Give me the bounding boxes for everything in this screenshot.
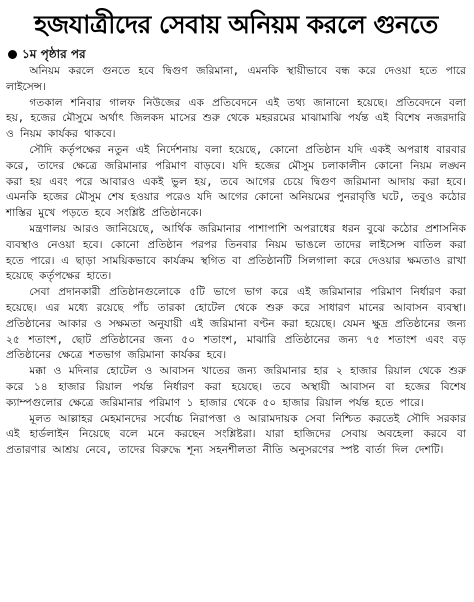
paragraph-5: সেবা প্রদানকারী প্রতিষ্ঠানগুলোকে ৫টি ভাগে ভাগ করে এই জরিমানার পরিমাণ নির্ধারণ করা হয়েছে। এর মধ্যে রয়েছে পাঁচ তারকা হোটেল থেকে শুরু করে সাধারণ মানের আবাসন ব্যবস্থা। প্রতিষ্ঠানের আকার ও সক্ষমতা অনুযায়ী এই জরিমানা বণ্টন করা হয়েছে। যেমন ক্ষুদ্র প্রতিষ্ঠানের জন্য ২৫ শতাংশ, ছোট প্রতিষ্ঠানের জন্য ৫০ শতাংশ, মাঝারি প্রতিষ্ঠানের জন্য ৭৫ শতাংশ এবং বড় প্রতিষ্ঠানের ক্ষেত্রে শতভাগ জরিমানা কার্যকর হবে। bbox=[6, 286, 466, 362]
paragraph-3: সৌদি কর্তৃপক্ষের নতুন এই নির্দেশনায় বলা হয়েছে, কোনো প্রতিষ্ঠান যদি একই অপরাধ বারবার করে, তাদের ক্ষেত্রে জরিমানার পরিমাণ বাড়বে। যদি হজের মৌসুম চলাকালীন কোনো নিয়ম লঙ্ঘন করা হয় এবং পরে আবারও একই ভুল হয়, তবে আগের চেয়ে দ্বিগুণ জরিমানা আদায় করা হবে। এমনকি হজের মৌসুম শেষ হওয়ার পরেও যদি আগের কোনো অনিয়মের পুনরাবৃত্তি ঘটে, তবুও কঠোর শাস্তির মুখে পড়তে হবে সংশ্লিষ্ট প্রতিষ্ঠানকে। bbox=[6, 143, 466, 220]
article-body bbox=[6, 64, 466, 459]
paragraph-6: মক্কা ও মদিনার হোটেল ও আবাসন খাতের জন্য জরিমানার হার ২ হাজার রিয়াল থেকে শুরু করে ১৪ হাজার রিয়াল পর্যন্ত নির্ধারণ করা হয়েছে। তবে অস্থায়ী আবাসন বা হজের বিশেষ ক্যাম্পগুলোর ক্ষেত্রে জরিমানার পরিমাণ ১ হাজার থেকে ৫০ হাজার রিয়াল পর্যন্ত হতে পারে। bbox=[6, 365, 466, 409]
bullet-icon bbox=[8, 50, 17, 59]
continued-from-line bbox=[6, 46, 466, 63]
paragraph-1: অনিয়ম করলে গুনতে হবে দ্বিগুণ জরিমানা, এমনকি স্থায়ীভাবে বন্ধ করে দেওয়া হতে পারে লাইসেন্স। bbox=[6, 65, 466, 93]
continued-from-text: ১ম পৃষ্ঠার পর bbox=[22, 47, 86, 61]
headline: হজযাত্রীদের সেবায় অনিয়ম করলে গুনতে bbox=[34, 10, 438, 39]
paragraph-4: মন্ত্রণালয় আরও জানিয়েছে, আর্থিক জরিমানার পাশাপাশি অপরাধের ধরন বুঝে কঠোর প্রশাসনিক ব্যবস্থাও নেওয়া হবে। কোনো প্রতিষ্ঠান পরপর তিনবার নিয়ম ভাঙলে তাদের লাইসেন্স বাতিল করা হতে পারে। এ ছাড়া সাময়িকভাবে কার্যক্রম স্থগিত বা প্রতিষ্ঠানটি সিলগালা করে দেওয়ার ক্ষমতাও রাখা হয়েছে কর্তৃপক্ষের হাতে। bbox=[6, 222, 466, 283]
paragraph-7: মূলত আল্লাহর মেহমানদের সর্বোচ্চ নিরাপত্তা ও আরামদায়ক সেবা নিশ্চিত করতেই সৌদি সরকার এই হার্ডলাইন নিয়েছে বলে মনে করছেন সংশ্লিষ্টরা। যারা হাজিদের সেবায় অবহেলা করবে বা প্রতারণার আশ্রয় নেবে, তাদের বিরুদ্ধে শূন্য সহনশীলতা নীতি অনুসরণের স্পষ্ট বার্তা দিল দেশটি। bbox=[6, 412, 466, 457]
paragraph-2: গতকাল শনিবার গালফ নিউজের এক প্রতিবেদনে এই তথ্য জানানো হয়েছে। প্রতিবেদনে বলা হয়, হজের মৌসুমে অর্থাৎ জিলকদ মাসের শুরু থেকে মহররমের মাঝামাঝি পর্যন্ত এই বিশেষ নজরদারি ও নিয়ম কার্যকর থাকবে। bbox=[6, 96, 466, 141]
